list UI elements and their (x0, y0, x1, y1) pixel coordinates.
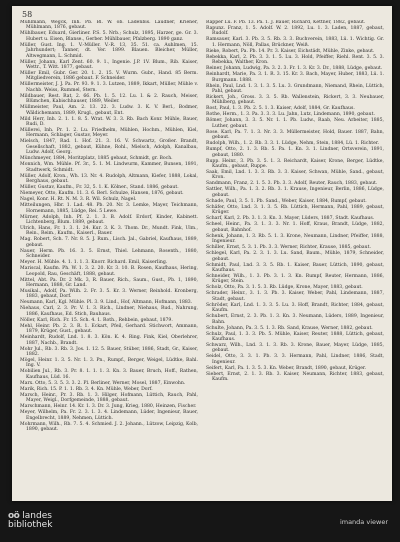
directory-entry: Rupp. Heinr., 3. Pb. 3. 5. 1. 3. Reichardt, Kaiser, Krone, Berger, Lüdtke, Kaufm., gebaut, Ruppe. (206, 158, 384, 170)
directory-entry: Schlegel, Karl, Pa. 2. 3. 1. 3. Lu. Sand, Baum., Mühle, 1879, Schneider, gebaut. (206, 251, 384, 262)
directory-entry: Schubert, Ernst, 2. 3. Pb. 1. 3. Kn. 3. Neumann, Lüders, 1889, Ingenieur, Bahn. (206, 314, 384, 325)
directory-entry: Schulte, Johann, Pa. 3. 5. 1. 3. Rb. Sand, Krause, Werner, 1882, gebaut. (206, 325, 373, 331)
directory-entry: Niehaus, Carl, 2. 3. Pr. V. 1. 3. Rich., Lindner, Niehaus, Rud., Nahrung, 1886, Kaufhaus, Ed. Stich, Bauhaus. (20, 306, 198, 317)
directory-entry: Müllerei, Inh. Pr. 1. 2. Lu. Friedhelm, Mühlen, Hochm., Mühlen, Kiel, Hermann, Schlager, Gustav, Meyer. (20, 128, 198, 139)
directory-entry: Ramsauer, Karl. 3. Pb. 3. 5. Rb. 3. 3. Buchverein, 1883, Lü. 1. Wichtig. Gr. 1. Hermann, Nöll, Pallas, Brückner, Weiß. (206, 37, 384, 48)
left-column (20, 20, 198, 498)
library-logo (8, 512, 52, 530)
directory-entry: Müllermeister, J. J. Pa. Pr. 93. 9. 1. 3. Lutzen, 1889, Ikkart, Müller, Mühle v. Nachb. Weiss, Rummel, Stern. (20, 82, 198, 93)
directory-entry: Schmidt, Paul, Lnd. 3. 3. 5. Rb. 1. Kaiser, Bauer, Lüttich, 1890, gebaut, Kaufhaus. (206, 262, 384, 273)
directory-entry: Reiner, Johann, Ludwig, Pa. 3. 2. 3. Fr. 1. 3. Kr. 3. Dr., 1888, Lüdge, gebaut. (206, 66, 383, 72)
directory-entry: Rudolph, Wilh., 1. 2. Rb. 3. 3. 1. Lüdge, Nehm, Stein, 1884, Lü. 1. Richter. (206, 141, 379, 147)
directory-entry: Mariscal, Kaufm. Ph. W. 1. 3. 2. 20. Kr. 3. 10. B. Rosen, Kaufhaus, Hering, Leopold, Rau, Geschäft, 1888, gebaut. (20, 266, 198, 277)
directory-entry: Marsch, Heinr., Pr. 3. Rb. 1. 3. Hilger, Hofmann, Lüttich, Rauch, Pahl, Mayer, Weigl., Dorfgemeinde, 1888, gebaut. (20, 392, 198, 404)
directory-entry: Sandmann, Franz, 2. 1. 5. 3. Pb. 3. 3. Adolf, Reuter, Rauch, 1883, gebaut. (206, 181, 378, 187)
directory-entry: Schulz, Paul, 1. 3. 3. Pb. 5. Mühle, Kaiser, Reuter, 1888, Lüttich, gebaut, Kaufhaus. (206, 331, 384, 342)
directory-entry: Meyer, Wilhelm, Pa. Fr. 2. 3. 1. 3. 4. Lindemann, Lüder, Ingenieur, Bauer, Engelbrecht, 1889, Nehmen, Lüttich. (20, 410, 198, 421)
page-number: 58 (22, 10, 33, 19)
directory-entry: Meyer. H. Mühle. 4. 1. 1. 1. 3. Knorr. Richard. Emil, Kaiserling. (20, 260, 168, 266)
directory-entry: Müller Emil, Gubr. Ger. 20. 1. 2. 15. V. Wurm. Gubr., Hand. 85 Berm. Mitgliedverein, 1886 gebaut. F. Schneider. (20, 71, 198, 82)
logo-line1: lan (22, 511, 36, 521)
directory-entry: Schenk, Johann, 1. 3. Rb. 5. 1. 3. Krone, Neumann, Lindner, Pfeiffer, 1888, Ingenieur. (206, 233, 384, 245)
directory-entry: Müllmeister, Paul, Am. 2. 13. 22. 3. Ludw. 3. K. V. Berl., Bodmer, Wäldichemann, 1889, Krugl., gebaut, Ent. (20, 105, 198, 116)
directory-entry: Monnich, Wm. Mühle. Pf. 3r., 5. 1. M. Lindwurm, Kammer, Bunsen, 1891, Stadtwerk, Schmidt. (20, 162, 198, 173)
directory-entry: Rapunz. Franz, 1. 5. Adolf. W. 2. 1892, Lu. 1. 3. Laden, 1887, gebaut, Rudolf. (206, 26, 384, 37)
directory-entry: Rebekka, Karl, 2. Pb. 3. 3. 1. 5. Lu. 3. Hold, Pfeiffer, Riehl. Rent. 3. 5. 3. Rebekka, Walther, Kron. (206, 54, 384, 66)
right-column (206, 20, 384, 498)
directory-entry: Mühlmann, Wegck, Inh. Pb. Bl. W. ob. Ladenbis. Laudner, Kriener, Mühlmann, 1876, gebaut. (20, 20, 198, 31)
directory-entry: Nagel, Konr. H. Rt. N. M. 3. R. Wil. Schulz, Nagel. (20, 197, 137, 203)
directory-entry: Scholz, Otto, Pa. 3. 1. 5. 3. Rb. Lüdge, Krone, Mayer, 1883, gebaut. (206, 285, 363, 291)
directory-entry: Mehl, Heinr. Pb. 2. 3. R. 1. Eckart, Pfeil, Gerhard. Stichwort, Ammann, 1879, Krüger, Gust., gebaut. (20, 323, 198, 335)
directory-entry: Rost, Paul, 1. 3. Pb. 2. 5. 1. 3. Kaiser, Adolf, 1884, Gr. Kaufhaus. (206, 106, 355, 112)
directory-entry: Scharf, Karl, 2. Pb. 3. 1. 3. Kn. 3. Mayer, Lüders, 1887, Stadt. Kaufhaus. (206, 216, 375, 222)
directory-entry: Nauer, Herm. Pb. 16. 3. 5. Ernst, Thiel. Lehmann, Rosenth., 1880, Schneider. (20, 248, 198, 260)
directory-entry: Rieke, Robert, Pa. Pb. 14. Pr. 3. Kaiser, Eichstädt, Mühle, Zinke, gebaut. (206, 48, 375, 54)
directory-entry: Rhein, Paul, Lnd. 1. 3. 1. 3. 5. Lu. 3. Grundmann, Niemand, Rhein, Lüttich, Pahl, gebaut. (206, 83, 384, 95)
directory-entry: Scheel, Heinr., Pa. 3. 1. 3. 3. Nr. 1. Hoff, Kraus, Brandt, Lüdge, 1882, gebaut, Bahnhof. (206, 222, 384, 233)
directory-entry: Siebert, Ernst, 2. 1. 3. Rb. 3. Kaiser, Neumann, Richter, 1883, gebaut, Kaufm. (206, 371, 384, 383)
directory-entry: Schröder, Karl, Lnd. 1. 3. 3. 5. Lu. 3. Hoff, Brandt, Richter, 1884, gebaut, Kaufm. (206, 302, 384, 314)
directory-entry: Sattler, Wilh., Pa. 1. 3. 2. Rb. 3. 1. Krause, Ingenieur, Berlin, 1886, Lüdge, gebaut. (206, 187, 384, 198)
directory-entry: Saak, Emil, Lnd. 1. 3. 3. Rb. 3. 3. Kaiser, Schwan, Mühle, Sand., gebaut, Kron. (206, 170, 384, 181)
directory-entry: Marschmann, Heinr. 14. Kr. 1. 3. Dr. 3. Jung, Krieg, 1880, Heinzen, Fischer. (20, 404, 197, 410)
directory-entry: Schrader, Heinr., 3. 1. 3. Pb. 3. Kaiser, Weber, Pahl, Lindemann, 1887, Stadt, gebaut. (206, 291, 384, 302)
directory-entry: Mohrmann, Wilh., Rb. 7. 5. 4. Schmied. J. 2. Johann., Lützow, Leipzig, Kolb, 1890, gebaut. (20, 421, 198, 432)
directory-entry: Mitteilungen, Hbr. 1. Lad. 48. Pb. 20. Nr. 3. Lemke, Mayer, Teichmann, Hornemann, 1885, Lüdge, Rei. 5 Lewe. (20, 203, 198, 214)
directory-entry: Schäfer, Otto, Lnd. 3. 1. 3. 5. Rb. Lüttich, Hermann, Pahl, 1889, gebaut, Krüger. (206, 204, 384, 216)
directory-entry: Schiller, Ernst, 5. 3. 1. Pb. 3. 3. Werner, Richter, Krause, 1885, gebaut. (206, 245, 371, 251)
directory-entry: Rose. Karl, Pa. 7. 1. 3. Nr. 3. 3. Müllermeister, Hold, Bauer. 1887, Bahn, gebaut. (206, 129, 384, 141)
directory-entry: Schneider, Wilh., 1. 3. Pb. 3. 1. 3. Kn. Rumpf, Reuter, Hermann, 1886, Krüger, Stein. (206, 273, 384, 285)
directory-entry: Mohr Jul., Rb. 3. Rb. 3. Jos. 1. 12. 5. Bauer, Stüber, 1886, Stadt, Gr., Kaiser, 1882. (20, 346, 198, 357)
directory-entry: Schwarz, Wilh., Lnd. 3. 1. 3. Rb. 3. Krone, Bauer, Mayer, Lüdge, 1885, gebaut. (206, 342, 384, 354)
directory-entry: Mielsch, 1847, Rad. 1. Hof. 21. 3. 16. V. Schwartz, Großer. Brandt, Gesellschaft, 1882, gebaut, Kühne, Rohl., Mielsch, Adolph, Kanalbau, Ludw. Adolf, Georg. (20, 139, 198, 156)
logo-mark: oö (8, 511, 20, 521)
directory-entry: Müller, Gust. Ing. 1. V.-Müller. V.-R. 13, 35. 51. ca. Auhlmen, 15. Jahrhundert; Tanner, dt. Ver. 1899. Blauen. Bleicher, Müller, Altwegmann, L. Schmid. (20, 42, 198, 59)
directory-entry: Meinhardt, Rudolf, Lnd. 1. 8. 3. Kön. K. 4. Ring. Fink, Kiel, Oberlehrer, 1887, Nachb., Brandt. (20, 335, 198, 346)
directory-entry: Mobilien Jul., Rb. 3. Pr. 8. 1. 1. 1. 3. Kn. 3. Bauer, Bruch, Hoff., Rathen, Kaufhaus, Lüd. 16. (20, 369, 198, 380)
directory-entry: Reinhardt, Marie, Pa. 3. 1. R. 3. 15. Kr. 3. Bach, Mayer, Huber, 1883, Lü. 1. Burgmann. 1888. (206, 72, 384, 83)
directory-entry: Mühlbauer, Eduard, Gierliner. P.S. 5. Nrb.; Schulz, 1895, Harzer, ge. Gr. 3. Hubert u. Eisen, Blanse., Gerber. Mühlbauer, Pfalzberg. 1890 ganz. (20, 31, 198, 42)
directory-entry: Schade, Paul, 3. 5. 1. Pb. Sand., Weber, Kaiser, 1884, Rumpf, gebaut. (206, 198, 367, 204)
directory-entry: Mürner, Adolph, Inh. Pf. 2. 1. 3. B. Adolf. Erdorf, Kinder, Kabinett. Lichtenberg, Blum. 1889, gebaut. (20, 214, 198, 225)
viewer-label: imanda viewer (339, 518, 388, 526)
directory-entry: Rumpf, Otto, 2. 1. 3. Rb. 5. Pa. 1. Kn. 3. 1. Lindner, Ortsverein, 1891, gebaut, 1880. (206, 147, 384, 158)
directory-entry: Seifert, Karl, Pa. 1. 3. 5. 3. Kn. Weber, Brandt, 1890, gebaut, Krüger. (206, 365, 367, 371)
directory-entry: Mittel, Abt. Pa. Dr. 2 Mk. 3, R. Bauer, Rich., Saum., Gust., Pb. 1, 1890, Hermann, 1888, Gr. Land. (20, 277, 198, 288)
directory-entry: Rothe, Herm., 1. 3. Pa. 3. 3. 3. Lu. Jahn, Lutz, Lindemann, 1890, gebaut. (206, 112, 375, 118)
logo-line2: bibliothek (8, 520, 53, 530)
document-page (12, 6, 392, 501)
directory-entry: Marik, Rich. 15. P. 1. 1. Rb. 3. 4. Kn. Mühle, Weber, Dorf. (20, 386, 153, 392)
directory-entry: Mag. Robert, Sch. 7. Nr. 8. 5. J. Rum., Lisch. Jal., Gabriel, Kaufhaus, 1889, gebaut. (20, 237, 198, 248)
directory-entry: Ulrich, Hans, Fr. 1. 3. 1. 24. Kur. 3. K. 3. Thom. Dr., Mundt. Fink, Ulm., Rein., Reim., Kaufm., Kaiserl., Bauer. (20, 225, 198, 237)
directory-entry: Mögel, Heinr. 1. 3. 5. Nr. 1. 3. Pn., Rumpf., Berger, Weigel, Lüdtke, Bahl. Ing. V. (20, 357, 198, 369)
directory-entry: Neumann, Karl, Kgl. Mühle. Pl. 3. 9. Lind., Hof, Altmann, Hofmann, 1883. (20, 300, 193, 306)
directory-entry: Seidel, Otto, 3. 3. 1. Pb. 3. 3. Hermann, Pahl, Lindner, 1886, Stadt, Ingenieur. (206, 354, 384, 365)
directory-entry: Müller, Adolf, Kron., Wh. 13. Nr. 4. Rudolph, Altmann, Kiefer, 1888, Lokal, Berghaus, gebaut. (20, 173, 198, 185)
directory-entry: Nöller, Karl, Rich. Fr. 15. Sch. 4. 1. Roth., Rehbein, gebaut, 1879. (20, 317, 173, 323)
directory-entry: Marx. Otto, 5. 3. 5. 3. 3. 2. Pl. Berliner, Werner, Mosel, 1887, Einwohn. (20, 380, 186, 386)
directory-entry: Römer, Johann, 3. 3. 5. Nr. 1. 1. Pb. Ludw., Raab, Neu. Arbeiter, 1885, Luther, gebaut. (206, 118, 384, 129)
directory-entry: Müller, Johann, Karl Zent. 60. 9. 1., Ingenie. J.P. 1V. Blum., Rib. Kaiser, Wettr., T. Witt. 1877, gebaut. (20, 59, 198, 71)
directory-entry: Münchmeyer, 1884, Moritzplatz, 1885 gebaut, Schmidt, gr. Boch. (20, 156, 173, 162)
directory-entry: Mildbauer, Rest. Rat, 2. 66. Pb. 1. 5. 12. Lu. I. & 2. Rauch, Meiser, Blümchen, Kabischhauser, 1889, Weiler. (20, 93, 198, 105)
directory-entry: Musikal., Adolf, Pa. Wilh. 2. Fr. 3. 5. Kr. 3. Werner, Reinhold. Kronberg, 1883, gebaut, Dorf. (20, 288, 198, 300)
directory-entry: Rickert, Joh., Gross. 3. 3. 5. Rb. Wallenstein, Rickert, 3. 3. Neubauer, Mühlberg, gebaut. (206, 95, 384, 106)
directory-entry: Rapper Lu. F. Pb. 13. Pa. 1. J. Bauer, Richard, Kettner, 1882, gebaut. (206, 20, 366, 25)
directory-entry: Müller, Gustav, Kaufm., Fr. 32, 5. 1. K. Kölner., Stand. 1886, gebaut. (20, 185, 179, 191)
directory-entry: Niemeyer, Otto, Kaufm. 11. 3. 6. Berl. Schulze, Hansen, 1876, gebaut. (20, 191, 184, 197)
directory-entry: Mild Herr, Inh. 2. 1. 1. 8. 5. Wrat. W. 3. 3. Rb. Bach Konr. Mühle, Bauer, Rudi, D. (20, 116, 198, 128)
logo-line1b: des (35, 511, 52, 521)
